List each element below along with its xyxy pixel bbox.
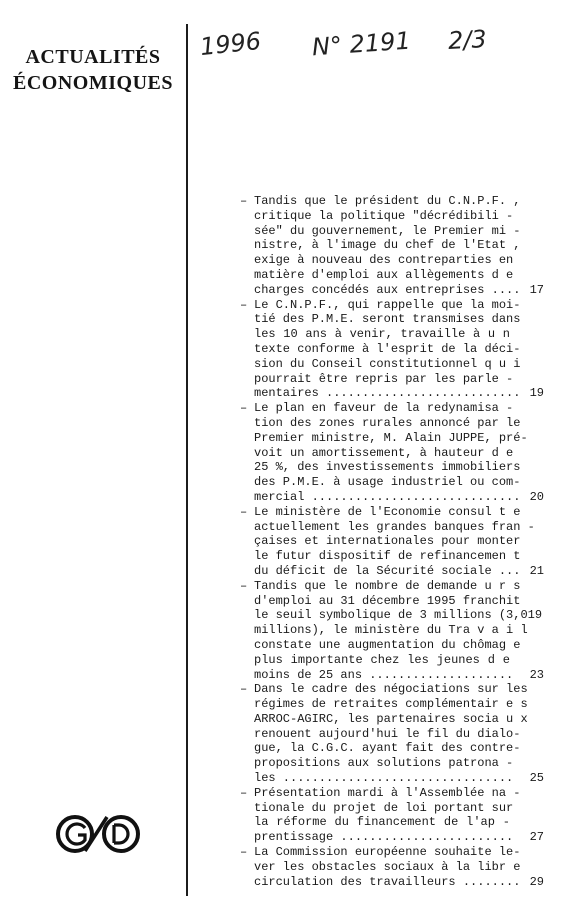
toc-entry-line: Tandis que le président du C.N.P.F. , bbox=[254, 194, 521, 208]
toc-entry-line: circulation des travailleurs ........ bbox=[254, 874, 521, 889]
toc-entry-line: exige à nouveau des contreparties en bbox=[254, 253, 514, 268]
toc-page-number: 20 bbox=[529, 489, 544, 504]
handwritten-year: 1996 bbox=[198, 26, 263, 62]
toc-entry-line: actuellement les grandes banques fran - bbox=[254, 519, 535, 534]
toc-entry-line: renouent aujourd'hui le fil du dialo- bbox=[254, 726, 521, 741]
toc-entry-line: les ................................ bbox=[254, 771, 514, 786]
toc-entry-line: texte conforme à l'esprit de la déci- bbox=[254, 341, 521, 356]
toc-entry-line: ver les obstacles sociaux à la libr e bbox=[254, 859, 521, 874]
toc-entry bbox=[240, 505, 558, 579]
toc-entry-line: tion des zones rurales annoncé par le bbox=[254, 415, 521, 430]
table-of-contents bbox=[240, 194, 558, 889]
handwritten-page-count: 2/3 bbox=[447, 25, 488, 55]
bullet-dash: – bbox=[240, 845, 248, 860]
toc-entry-line: 25 %, des investissements immobiliers bbox=[254, 460, 521, 475]
toc-page-number: 29 bbox=[529, 874, 544, 889]
toc-entry-line: tié des P.M.E. seront transmises dans bbox=[254, 312, 521, 327]
toc-entry-line: critique la politique "décrédibili - bbox=[254, 208, 514, 223]
toc-page-number: 23 bbox=[529, 667, 544, 682]
toc-entry-line: Premier ministre, M. Alain JUPPE, pré- bbox=[254, 430, 528, 445]
bullet-dash: – bbox=[240, 401, 248, 416]
toc-entry-line: Le ministère de l'Economie consul t e bbox=[254, 504, 521, 519]
toc-entry-line: mentaires ........................... bbox=[254, 386, 521, 401]
toc-entry-line: millions), le ministère du Tra v a i l bbox=[254, 623, 528, 638]
toc-page-number: 25 bbox=[529, 771, 544, 786]
toc-entry-line: prentissage ........................ bbox=[254, 830, 514, 845]
toc-entry-line: plus importante chez les jeunes d e bbox=[254, 652, 510, 667]
toc-entry-line: le seuil symbolique de 3 millions (3,019 bbox=[254, 608, 543, 623]
bullet-dash: – bbox=[240, 785, 248, 800]
toc-entry bbox=[240, 401, 558, 505]
toc-entry-line: Dans le cadre des négociations sur les bbox=[254, 682, 528, 697]
toc-entry-line: Tandis que le nombre de demande u r s bbox=[254, 578, 521, 593]
toc-entry-line: moins de 25 ans .................... bbox=[254, 667, 514, 682]
toc-entry-line: voit un amortissement, à hauteur d e bbox=[254, 445, 514, 460]
toc-entry-line: des P.M.E. à usage industriel ou com- bbox=[254, 475, 521, 490]
toc-entry-line: la réforme du financement de l'ap - bbox=[254, 815, 510, 830]
bullet-dash: – bbox=[240, 578, 248, 593]
toc-entry bbox=[240, 682, 558, 786]
bullet-dash: – bbox=[240, 682, 248, 697]
bullet-dash: – bbox=[240, 297, 248, 312]
toc-entry-line: le futur dispositif de refinancemen t bbox=[254, 549, 521, 564]
toc-entry-line: nistre, à l'image du chef de l'Etat , bbox=[254, 238, 521, 253]
toc-page-number: 27 bbox=[529, 830, 544, 845]
toc-entry-line: pourrait être repris par les parle - bbox=[254, 371, 514, 386]
gd-logo-icon bbox=[55, 814, 141, 854]
toc-entry-line: mercial ............................. bbox=[254, 489, 521, 504]
toc-entry-line: sée" du gouvernement, le Premier mi - bbox=[254, 223, 521, 238]
toc-entry-line: régimes de retraites complémentair e s bbox=[254, 697, 528, 712]
bullet-dash: – bbox=[240, 194, 248, 208]
toc-entry bbox=[240, 194, 558, 298]
masthead-line-2: ÉCONOMIQUES bbox=[13, 72, 173, 94]
toc-entry-line: du déficit de la Sécurité sociale ... bbox=[254, 563, 521, 578]
handwritten-issue-number: N° 2191 bbox=[311, 26, 412, 62]
toc-entry-line: d'emploi au 31 décembre 1995 franchit bbox=[254, 593, 521, 608]
toc-entry-line: ARROC-AGIRC, les partenaires socia u x bbox=[254, 711, 528, 726]
toc-entry-line: çaises et internationales pour monter bbox=[254, 534, 521, 549]
toc-entry-line: tionale du projet de loi portant sur bbox=[254, 800, 514, 815]
toc-entry-line: charges concédés aux entreprises .... bbox=[254, 282, 521, 297]
toc-entry-line: constate une augmentation du chômag e bbox=[254, 637, 521, 652]
masthead-line-1: ACTUALITÉS bbox=[25, 46, 161, 68]
toc-page-number: 17 bbox=[529, 282, 544, 297]
toc-entry-line: propositions aux solutions patrona - bbox=[254, 756, 514, 771]
toc-entry-line: Le C.N.P.F., qui rappelle que la moi- bbox=[254, 297, 521, 312]
toc-page-number: 19 bbox=[529, 386, 544, 401]
toc-entry bbox=[240, 845, 558, 889]
bullet-dash: – bbox=[240, 504, 248, 519]
toc-entry-line: sion du Conseil constitutionnel q u i bbox=[254, 356, 521, 371]
toc-page-number: 21 bbox=[529, 563, 544, 578]
toc-entry bbox=[240, 298, 558, 402]
toc-entry-line: gue, la C.G.C. ayant fait des contre- bbox=[254, 741, 521, 756]
toc-entry-line: Le plan en faveur de la redynamisa - bbox=[254, 401, 514, 416]
toc-entry-line: matière d'emploi aux allègements d e bbox=[254, 267, 514, 282]
toc-entry-line: Présentation mardi à l'Assemblée na - bbox=[254, 785, 521, 800]
toc-entry-line: les 10 ans à venir, travaille à u n bbox=[254, 327, 510, 342]
masthead bbox=[0, 44, 186, 96]
toc-entry bbox=[240, 786, 558, 845]
vertical-rule bbox=[186, 24, 188, 896]
toc-entry bbox=[240, 579, 558, 683]
toc-entry-line: La Commission européenne souhaite le- bbox=[254, 845, 521, 860]
